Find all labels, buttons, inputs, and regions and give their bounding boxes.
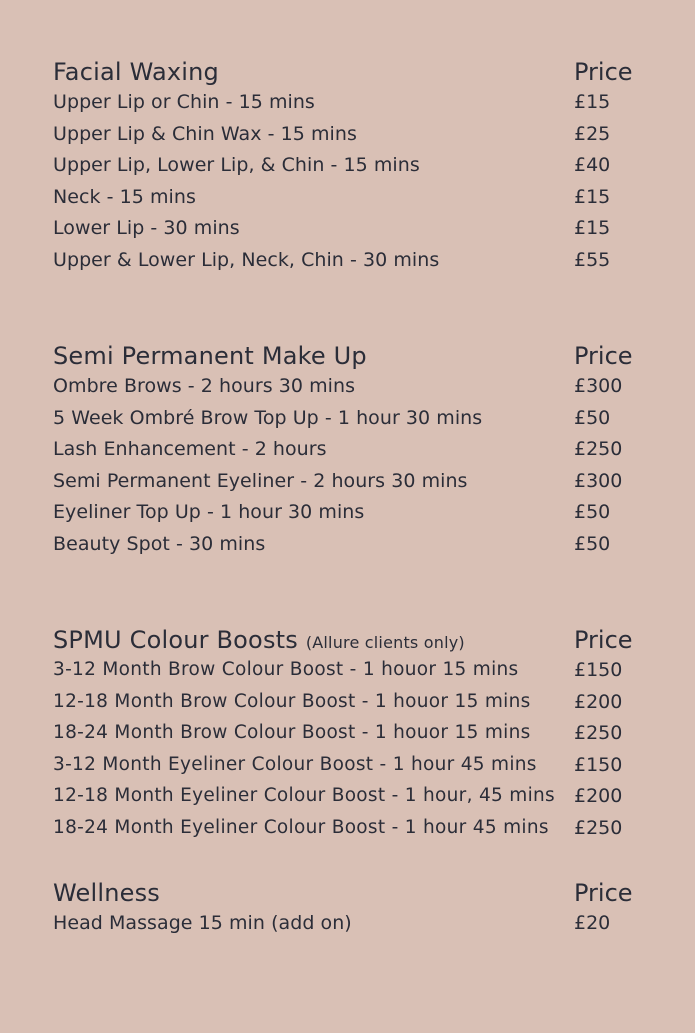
section-header	[53, 879, 653, 911]
item-price: £15	[574, 91, 611, 113]
section-header	[53, 626, 653, 658]
item-name: Semi Permanent Eyeliner - 2 hours 30 mins	[53, 469, 468, 492]
list-item	[53, 153, 653, 185]
item-name: Upper Lip or Chin - 15 mins	[53, 91, 315, 113]
list-item	[53, 437, 653, 469]
item-name: Lash Enhancement - 2 hours	[53, 438, 327, 461]
item-price: £55	[574, 248, 611, 271]
item-price: £250	[574, 438, 623, 461]
item-name: 5 Week Ombré Brow Top Up - 1 hour 30 mins	[53, 406, 483, 429]
list-item	[53, 658, 653, 690]
section-header	[53, 58, 653, 90]
section-semi-permanent-make-up	[53, 342, 653, 564]
list-item	[53, 374, 653, 406]
item-price: £250	[574, 722, 623, 745]
item-price: £15	[574, 185, 611, 208]
item-price: £50	[574, 406, 611, 429]
item-name: 3-12 Month Brow Colour Boost - 1 houor 15 mins	[53, 659, 519, 680]
list-item	[53, 90, 653, 122]
item-name: 12-18 Month Brow Colour Boost - 1 houor 15 mins	[53, 690, 531, 712]
list-item	[53, 216, 653, 248]
list-item	[53, 690, 653, 722]
section-note: (Allure clients only)	[305, 633, 465, 652]
item-name: Head Massage 15 min (add on)	[53, 912, 352, 934]
price-column-header: Price	[574, 58, 633, 86]
section-title: Facial Waxing	[53, 58, 219, 86]
list-item	[53, 784, 653, 816]
item-name: Beauty Spot - 30 mins	[53, 532, 266, 555]
item-name: Upper Lip, Lower Lip, & Chin - 15 mins	[53, 154, 420, 177]
list-item	[53, 911, 653, 943]
item-price: £50	[574, 532, 611, 555]
list-item	[53, 469, 653, 501]
item-name: 18-24 Month Eyeliner Colour Boost - 1 hour 45 mins	[53, 816, 549, 838]
item-name: Ombre Brows - 2 hours 30 mins	[53, 375, 356, 397]
item-name: Upper Lip & Chin Wax - 15 mins	[53, 122, 357, 145]
price-column-header: Price	[574, 342, 633, 370]
section-title-text: SPMU Colour Boosts	[53, 626, 298, 654]
item-name: 12-18 Month Eyeliner Colour Boost - 1 hour, 45 mins	[53, 785, 555, 807]
list-item	[53, 185, 653, 217]
item-name: Neck - 15 mins	[53, 185, 196, 208]
list-item	[53, 500, 653, 532]
item-price: £50	[574, 501, 611, 524]
item-price: £150	[574, 659, 623, 681]
list-item	[53, 248, 653, 280]
item-price: £250	[574, 816, 623, 839]
price-column-header: Price	[574, 626, 633, 654]
item-price: £200	[574, 785, 623, 808]
section-spmu-colour-boosts	[53, 626, 653, 848]
list-item	[53, 721, 653, 753]
section-header	[53, 342, 653, 374]
item-price: £15	[574, 217, 611, 240]
list-item	[53, 753, 653, 785]
item-name: 18-24 Month Brow Colour Boost - 1 houor 15 mins	[53, 722, 531, 744]
item-price: £20	[574, 912, 611, 934]
item-price: £300	[574, 469, 623, 492]
item-price: £300	[574, 375, 623, 397]
list-item	[53, 122, 653, 154]
section-title	[53, 626, 465, 654]
item-price: £25	[574, 122, 611, 145]
item-name: Eyeliner Top Up - 1 hour 30 mins	[53, 501, 365, 524]
list-item	[53, 532, 653, 564]
item-name: Lower Lip - 30 mins	[53, 217, 240, 240]
list-item	[53, 406, 653, 438]
section-wellness	[53, 879, 653, 943]
item-price: £200	[574, 690, 623, 713]
item-price: £40	[574, 154, 611, 177]
section-title: Semi Permanent Make Up	[53, 342, 367, 370]
item-price: £150	[574, 753, 623, 776]
section-title: Wellness	[53, 879, 161, 907]
price-column-header: Price	[574, 879, 633, 907]
item-name: 3-12 Month Eyeliner Colour Boost - 1 hour 45 mins	[53, 753, 537, 775]
list-item	[53, 816, 653, 848]
section-facial-waxing	[53, 58, 653, 280]
item-name: Upper & Lower Lip, Neck, Chin - 30 mins	[53, 248, 440, 271]
